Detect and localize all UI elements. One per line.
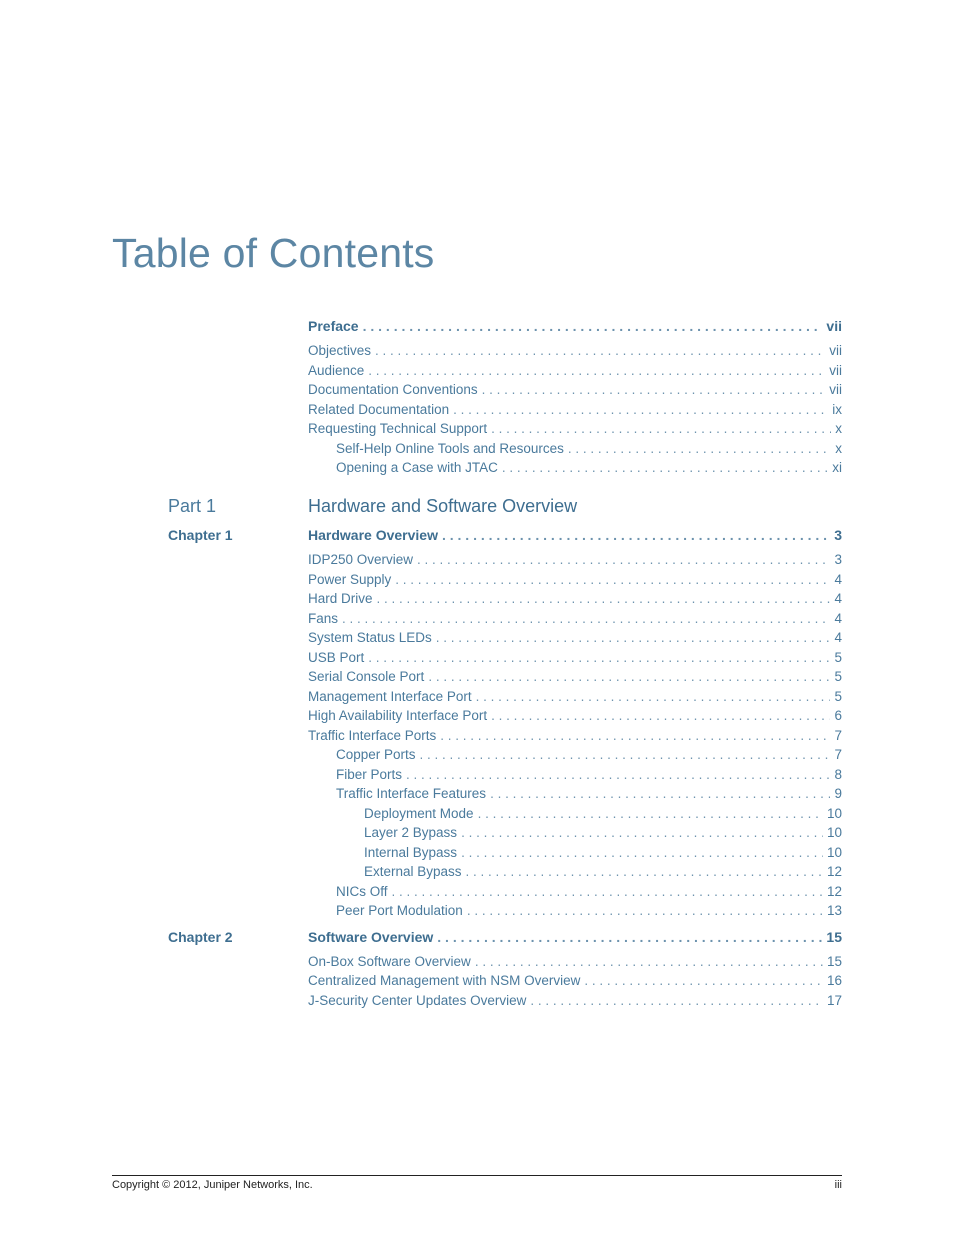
toc-entry[interactable] (364, 845, 842, 863)
toc-entry-title: Hard Drive (308, 591, 373, 606)
toc-preface-heading[interactable] (308, 318, 842, 336)
toc-chapter-heading[interactable] (308, 527, 842, 545)
toc-entry-title: Audience (308, 363, 365, 378)
toc-entry-title: Peer Port Modulation (336, 903, 463, 918)
toc-entry-title: High Availability Interface Port (308, 708, 488, 723)
toc-entry-title: IDP250 Overview (308, 552, 414, 567)
toc-entry[interactable] (308, 954, 842, 972)
toc-entry-title: Related Documentation (308, 402, 450, 417)
leader-dots (392, 884, 823, 899)
leader-dots (478, 806, 823, 821)
leader-dots (467, 903, 823, 918)
toc-entry-title: Fiber Ports (336, 767, 403, 782)
toc-entry-page: x (835, 441, 842, 456)
leader-dots (476, 689, 831, 704)
toc-entry-page: 9 (834, 786, 842, 801)
toc-entry-title: Objectives (308, 343, 372, 358)
toc-entry[interactable] (364, 806, 842, 824)
leader-dots (461, 825, 823, 840)
leader-dots (530, 993, 823, 1008)
toc-entry-page: vii (826, 318, 842, 334)
leader-dots (491, 708, 830, 723)
toc-entry-title: Internal Bypass (364, 845, 458, 860)
part-label: Part 1 (168, 496, 217, 516)
leader-dots (363, 318, 823, 334)
toc-entry-page: 15 (826, 954, 842, 969)
toc-entry-title: Requesting Technical Support (308, 421, 488, 436)
toc-entry-page: 12 (826, 864, 842, 879)
toc-entry-page: 6 (834, 708, 842, 723)
toc-entry[interactable] (308, 973, 842, 991)
toc-entry-title: Centralized Management with NSM Overview (308, 973, 581, 988)
toc-entry-title: NICs Off (336, 884, 388, 899)
leader-dots (428, 669, 830, 684)
toc-entry-page: vii (829, 382, 842, 397)
toc-entry-title: Traffic Interface Features (336, 786, 487, 801)
toc-entry[interactable] (336, 884, 842, 902)
toc-entry-title: Deployment Mode (364, 806, 474, 821)
toc-entry-page: 4 (834, 572, 842, 587)
toc-entry[interactable] (308, 552, 842, 570)
toc-entry-page: 13 (826, 903, 842, 918)
toc-entry-page: 4 (834, 630, 842, 645)
toc-entry[interactable] (308, 402, 842, 420)
leader-dots (502, 460, 828, 475)
toc-entry-page: 10 (826, 825, 842, 840)
leader-dots (491, 421, 831, 436)
toc-entry[interactable] (336, 786, 842, 804)
toc-entry-title: Self-Help Online Tools and Resources (336, 441, 564, 456)
leader-dots (461, 845, 823, 860)
leader-dots (440, 728, 830, 743)
toc-entry[interactable] (308, 630, 842, 648)
toc-entry-page: 4 (834, 611, 842, 626)
toc-entry-page: xi (832, 460, 842, 475)
toc-entry-title: External Bypass (364, 864, 462, 879)
toc-entry-title: Documentation Conventions (308, 382, 478, 397)
leader-dots (436, 630, 831, 645)
leader-dots (342, 611, 830, 626)
leader-dots (453, 402, 828, 417)
toc-entry[interactable] (336, 460, 842, 478)
toc-entry-title: On-Box Software Overview (308, 954, 471, 969)
toc-entry[interactable] (336, 903, 842, 921)
toc-entry[interactable] (308, 363, 842, 381)
toc-entry[interactable] (308, 993, 842, 1011)
leader-dots (490, 786, 830, 801)
toc-entry-page: vii (829, 363, 842, 378)
toc-entry-page: 5 (834, 669, 842, 684)
leader-dots (368, 650, 830, 665)
leader-dots (420, 747, 831, 762)
toc-entry-page: 5 (834, 650, 842, 665)
toc-entry-title: Software Overview (308, 929, 434, 945)
footer-copyright: Copyright © 2012, Juniper Networks, Inc. (112, 1179, 313, 1191)
toc-entry-page: 16 (826, 973, 842, 988)
toc-entry[interactable] (308, 343, 842, 361)
leader-dots (375, 343, 825, 358)
toc-entry[interactable] (308, 689, 842, 707)
toc-entry[interactable] (336, 747, 842, 765)
toc-entry[interactable] (336, 767, 842, 785)
toc-entry[interactable] (364, 864, 842, 882)
leader-dots (437, 929, 822, 945)
toc-entry[interactable] (308, 728, 842, 746)
toc-entry-page: 12 (826, 884, 842, 899)
toc-entry-title: Layer 2 Bypass (364, 825, 458, 840)
toc-entry-page: vii (829, 343, 842, 358)
leader-dots (475, 954, 823, 969)
toc-entry-title: Management Interface Port (308, 689, 472, 704)
toc-entry-title: Fans (308, 611, 339, 626)
chapter-label: Chapter 1 (168, 527, 233, 543)
toc-entry-page: 5 (834, 689, 842, 704)
leader-dots (568, 441, 831, 456)
toc-entry-title: Opening a Case with JTAC (336, 460, 498, 475)
footer-rule (112, 1175, 842, 1176)
leader-dots (377, 591, 831, 606)
leader-dots (442, 527, 830, 543)
page-title: Table of Contents (112, 230, 435, 276)
toc-entry-page: 4 (834, 591, 842, 606)
toc-entry-page: 7 (834, 728, 842, 743)
toc-entry-title: Copper Ports (336, 747, 416, 762)
toc-entry[interactable] (308, 669, 842, 687)
toc-entry-title: Power Supply (308, 572, 392, 587)
leader-dots (466, 864, 823, 879)
toc-entry-page: 8 (834, 767, 842, 782)
toc-entry[interactable] (308, 611, 842, 629)
chapter-label: Chapter 2 (168, 929, 233, 945)
toc-entry[interactable] (308, 591, 842, 609)
toc-entry-page: 10 (826, 806, 842, 821)
toc-entry[interactable] (336, 441, 842, 459)
toc-entry-page: 15 (826, 929, 842, 945)
leader-dots (368, 363, 825, 378)
part-title: Hardware and Software Overview (308, 496, 578, 516)
toc-entry-page: 17 (826, 993, 842, 1008)
leader-dots (584, 973, 823, 988)
leader-dots (406, 767, 830, 782)
toc-entry-title: J-Security Center Updates Overview (308, 993, 527, 1008)
toc-entry[interactable] (308, 650, 842, 668)
toc-entry-title: Hardware Overview (308, 527, 438, 543)
leader-dots (482, 382, 826, 397)
toc-entry-page: 7 (834, 747, 842, 762)
toc-entry-page: 10 (826, 845, 842, 860)
leader-dots (395, 572, 830, 587)
toc-entry-page: x (835, 421, 842, 436)
toc-chapter-heading[interactable] (308, 929, 842, 947)
toc-entry-title: Serial Console Port (308, 669, 425, 684)
toc-entry-title: USB Port (308, 650, 365, 665)
toc-entry[interactable] (364, 825, 842, 843)
leader-dots (417, 552, 830, 567)
toc-entry-page: ix (832, 402, 842, 417)
toc-entry-page: 3 (834, 527, 842, 543)
toc-entry-title: Traffic Interface Ports (308, 728, 437, 743)
toc-entry-title: System Status LEDs (308, 630, 432, 645)
toc-entry-page: 3 (834, 552, 842, 567)
footer-page-number: iii (834, 1179, 842, 1191)
toc-entry-title: Preface (308, 318, 359, 334)
toc-entry[interactable] (308, 421, 842, 439)
toc-entry[interactable] (308, 382, 842, 400)
toc-entry[interactable] (308, 572, 842, 590)
toc-entry[interactable] (308, 708, 842, 726)
